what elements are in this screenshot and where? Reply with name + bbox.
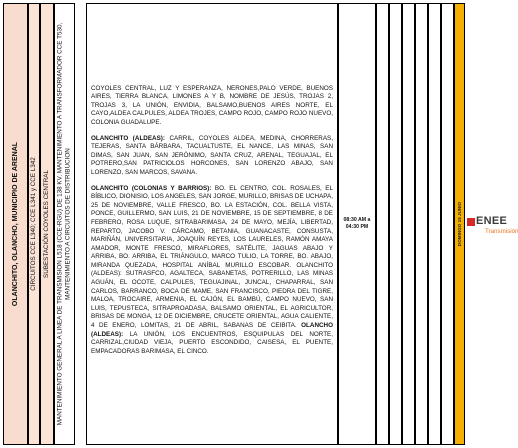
areas-heading-4: OLANCHO (ALDEAS): bbox=[91, 322, 333, 338]
areas-text-2: CARRIL, COYOLES ALDEA, MEDINA, CHORRERAS, TEJERAS, SANTA BÁRBARA, TACUALTUSTE, EL NANCE, LAS MINAS, SAN DIMAS, SAN JUAN, SAN JERÓNIMO, SANTA CRUZ, ARENAL, TEGUAJAL, EL POTRERO,SAN PATRICIOLOS HORCONES, SAN LORENZO ABAJO, SAN LORENZO, SAN MARCOS, SAVANA. bbox=[91, 134, 333, 176]
areas-heading-2: OLANCHITO (ALDEAS): bbox=[91, 134, 165, 142]
enee-logo bbox=[467, 215, 517, 241]
empty-cell bbox=[376, 3, 389, 445]
areas-paragraph-1 bbox=[91, 85, 333, 128]
circuits-label: CIRCUITOS CCE L340; CCE L341 y CCE L342 bbox=[29, 157, 37, 291]
substation-label: SUBESTACIÓN COYOLES CENTRAL bbox=[42, 169, 50, 279]
areas-heading-3: OLANCHITO (COLONIAS Y BARRIOS): bbox=[91, 184, 212, 192]
enee-logo-mark-icon bbox=[467, 218, 475, 226]
empty-cell bbox=[402, 3, 415, 445]
areas-paragraph-3 bbox=[91, 185, 333, 357]
substation-column bbox=[40, 3, 54, 445]
enee-logo-sub: Transmisión bbox=[485, 228, 518, 235]
areas-text-1: COYOLES CENTRAL, LUZ Y ESPERANZA, NERONES,PALO VERDE, BUENOS AIRES, TIERRA BLANCA, LIMONES A Y B, NOMBRE DE JESÚS, TROJAS 2, TROJAS 3, LA UNIÓN, ENVIDIA, BALSAMO,BUENOS AIRES NORTE, EL CAYO,ALDEA CALPULES, ALDEA TROJES, CAMPO ROJO, CAMPO ROJO NUEVO, COLONIA GUADALUPE. bbox=[91, 84, 333, 126]
areas-text-4: LA UNIÓN, LOS ENCUENTROS, ESQUIPULAS DEL NORTE, CARRIZAL,CIUDAD VIEJA, PUERTO ESCONDIDO, CAISESA, EL PUENTE, EMPACADORAS BARIMASA, EL CINCO. bbox=[91, 330, 333, 355]
circuits-column bbox=[28, 3, 40, 445]
empty-cell bbox=[415, 3, 428, 445]
maintenance-column bbox=[54, 3, 75, 445]
time-range bbox=[344, 217, 371, 232]
empty-cell bbox=[428, 3, 441, 445]
empty-cell bbox=[441, 3, 454, 445]
maintenance-label: MANTENIMIENTO GENERAL A LINEA DE TRANSMISION L518 (CCE-RGU) DE 138 KV, MANTENIMIENTO A TRANSFORMADOR CCE T530, MANTENIMIENTO A CIRCUITOS DE DISTRIBUCION bbox=[56, 22, 72, 426]
areas-paragraph-2 bbox=[91, 135, 333, 178]
areas-text-3: BO. EL CENTRO, COL. ROSALES, EL BÍBLICO, DIONISIO, LOS ANGELES, SAN JORGE, MURILLO, BRISAS DE UCHAPA, 25 DE NOVIEMBRE, VALLE FRESCO, BO. LA ESTACIÓN, COL. BELLA VISTA, PONCE, GUILLERMO, SAN LUIS, 21 DE NOVIEMBRE, 15 DE SEPTIEMBRE, 8 DE FEBRERO, ROSA LUQUE, SITRABARIMASA, 24 DE MAYO, MEJÍA, LIBERTAD, REPARTO, JACOBO V. CÁRCAMO, BETANIA, GUANACASTE, CONSUSTA, MARIÑÁN, UNIVERSITARIA, JOAQUÍN REYES, LOS LAURELES, RAMÓN AMAYA AMADOR, MONTE FRESCO, MIRAFLORES, SATÉLITE, JAGUAS ABAJO Y ARRIBA, BO. ARRIBA, EL TRIÁNGULO, MARCO TULIO, LA TORRE, BO. ABAJO, MIRANDA QUEZADA, HOSPITAL ANÍBAL MURILLO ESCOBAR. OLANCHITO (ALDEAS): SUTRASFCO, AGALTECA, SABANETAS, POTRERILLO, LAS MINAS AGUÁN, EL OCOTE, CALPULES, TEGUAJINAL, JUNCAL, CHAPARRAL, SAN CARLOS, BARRANCO, BOCA DE MAME, SAN FRANCISCO, PIEDRA DEL TIGRE, MALOA, TROCAIRE, ARMENIA, EL CAJÓN, EL BAMBÚ, CAMPO NUEVO, SAN LUIS, TEPUSTECA, SITRAPROADASA, BALSAMO ORIENTAL, EL AGRICULTOR, BRISAS DE MONGA, 12 DE DICIEMBRE, CRUCETE ORIENTAL, AGUA CALIENTE, 4 DE ENERO, LOMITAS, 21 DE ABRIL, SABANAS DE CEIBITA. bbox=[91, 184, 333, 330]
time-start: 08:30 AM a bbox=[343, 216, 371, 223]
date-column bbox=[454, 3, 465, 445]
date-label: DOMINGO 15 JUNIO bbox=[456, 201, 462, 247]
enee-logo-name: ENEE bbox=[476, 215, 508, 227]
region-column bbox=[3, 3, 28, 445]
time-end: 04:30 PM bbox=[345, 224, 369, 230]
empty-cell bbox=[389, 3, 402, 445]
region-label: OLANCHITO, OLANCHO, MUNICIPIO DE ARENAL bbox=[11, 141, 19, 307]
time-column bbox=[338, 3, 376, 445]
affected-areas-column bbox=[86, 3, 338, 445]
